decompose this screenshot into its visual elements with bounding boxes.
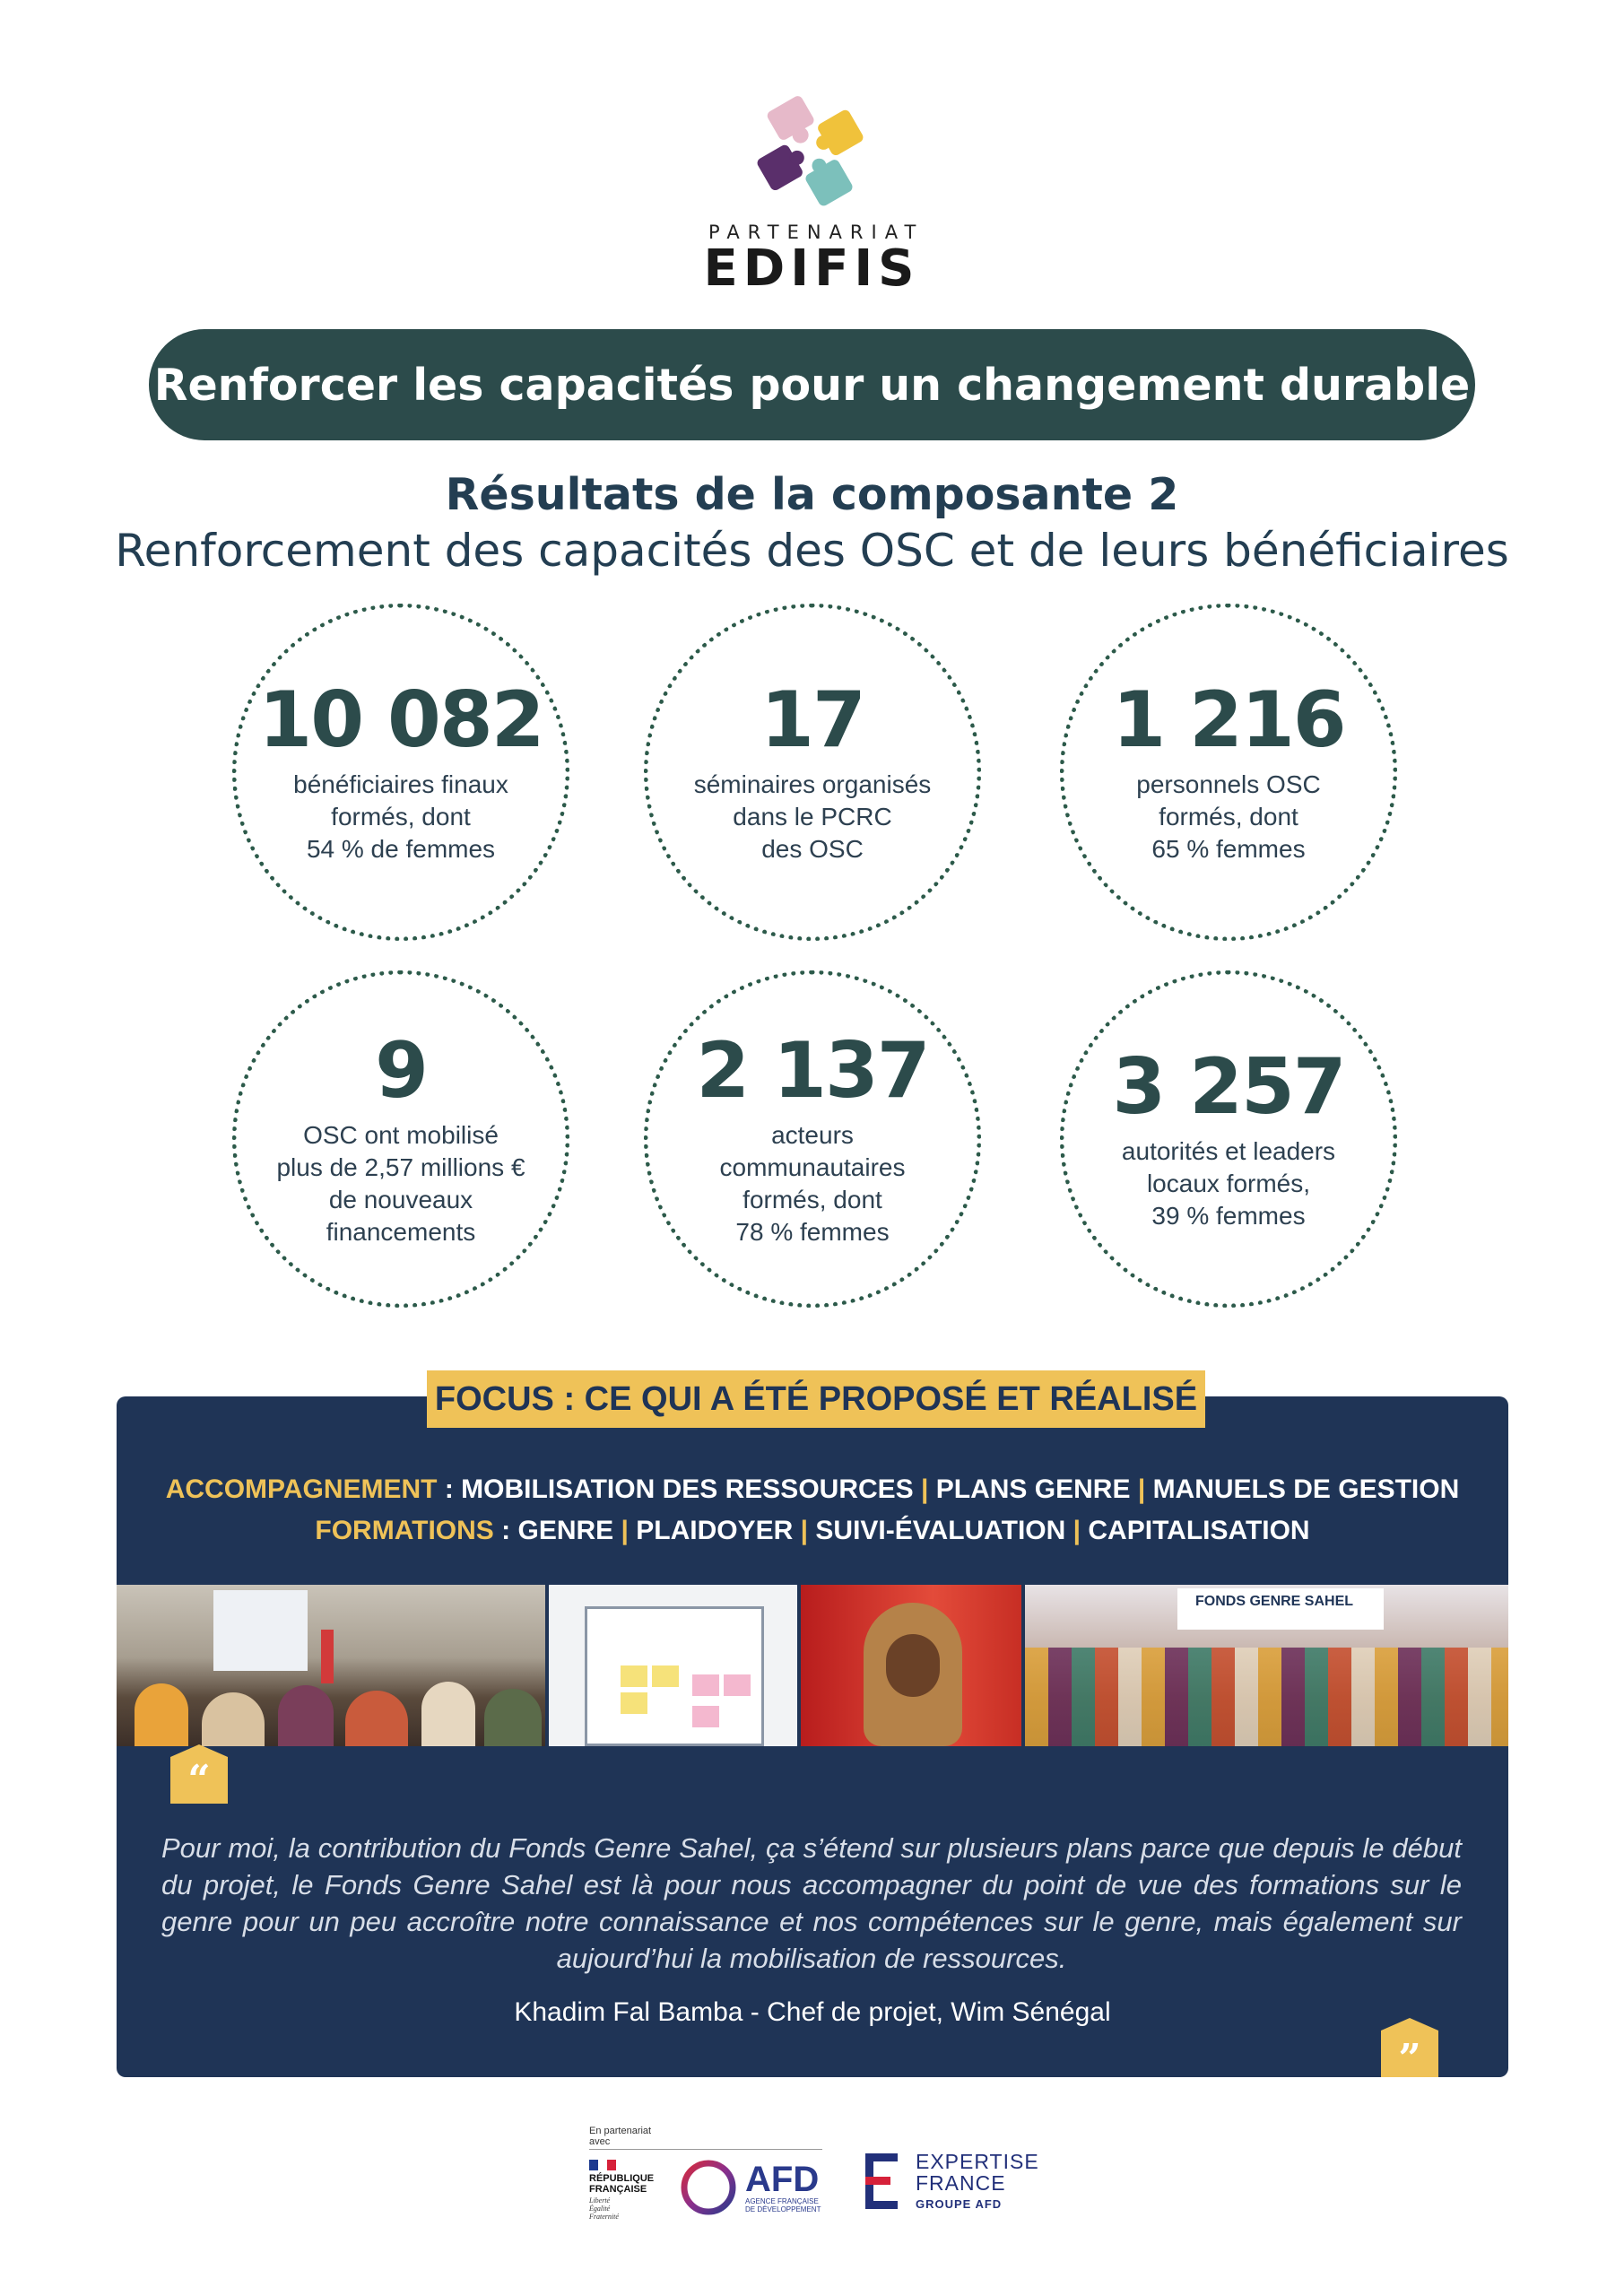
focus-tag [427,1370,1205,1428]
stat-value: 17 [760,675,864,765]
stat-acteurs [644,970,981,1308]
accompagnement-item: MOBILISATION DES RESSOURCES [461,1474,914,1504]
accompagnement-item: PLANS GENRE [935,1474,1131,1504]
photo-speaker [801,1585,1021,1746]
stat-autorites [1060,970,1397,1308]
formations-item: GENRE [517,1516,614,1545]
photo-strip [117,1585,1508,1746]
photo-seminar-room [117,1585,545,1746]
partner-label: En partenariat avec [589,2126,652,2147]
formations-item: PLAIDOYER [636,1516,794,1545]
stat-label: personnels OSC formés, dont 65 % femmes [1136,770,1321,863]
focus-tag-label: FOCUS : CE QUI A ÉTÉ PROPOSÉ ET RÉALISÉ [434,1379,1198,1418]
afd-name: AFD [745,2160,820,2199]
stat-label: bénéficiaires finaux formés, dont 54 % de femmes [293,770,508,863]
photo-group [1025,1585,1508,1746]
expertise-france-e-icon [865,2153,901,2209]
formations-item: CAPITALISATION [1088,1516,1310,1545]
quote-open-icon [170,1744,228,1804]
formations-label: FORMATIONS [315,1516,494,1545]
formations-line: FORMATIONS : GENRE | PLAIDOYER | SUIVI-ÉVALUATION | CAPITALISATION [315,1516,1310,1545]
french-flag-icon [589,2160,616,2170]
stat-value: 3 257 [1112,1042,1345,1132]
logo-name: EDIFIS [703,239,920,298]
accompagnement-item: MANUELS DE GESTION [1152,1474,1460,1504]
afd-logo [679,2158,821,2217]
ef-line3: GROUPE AFD [916,2197,1003,2211]
stat-beneficiaires [232,604,569,941]
rf-name: RÉPUBLIQUE FRANÇAISE [589,2173,655,2195]
section-subtitle: Renforcement des capacités des OSC et de leurs bénéficiaires [115,525,1509,577]
expertise-france-logo [865,2151,1039,2212]
svg-text:”: ” [1398,2036,1421,2077]
stat-value: 2 137 [696,1026,929,1116]
accompagnement-label: ACCOMPAGNEMENT [165,1474,438,1504]
stat-value: 10 082 [258,675,543,765]
stat-label: autorités et leaders locaux formés, 39 % femmes [1121,1137,1336,1230]
section-title: Résultats de la composante 2 [445,469,1179,520]
testimonial-author: Khadim Fal Bamba - Chef de projet, Wim Sénégal [514,1997,1111,2027]
photo-flipchart [549,1585,797,1746]
partner-divider [589,2149,822,2150]
page-title: Renforcer les capacités pour un changement durable [153,359,1471,411]
republique-francaise-logo [589,2160,670,2221]
svg-text:“: “ [187,1757,211,1803]
title-banner [149,329,1475,440]
stat-value: 1 216 [1112,675,1345,765]
formations-item: SUIVI-ÉVALUATION [815,1516,1066,1545]
stat-label: séminaires organisés dans le PCRC des OSC [693,770,932,863]
ef-line1: EXPERTISE [916,2150,1039,2173]
edifis-logo [699,85,924,300]
logo-overline: PARTENARIAT [708,222,925,243]
stat-value: 9 [375,1026,427,1116]
puzzle-icon [744,85,879,220]
stat-osc-financements [232,970,569,1308]
stat-label: acteurs communautaires formés, dont 78 % femmes [719,1121,906,1246]
rf-motto: Liberté Égalité Fraternité [589,2196,619,2221]
stat-seminaires [644,604,981,941]
stat-personnels [1060,604,1397,941]
testimonial-quote: Pour moi, la contribution du Fonds Genre Sahel, ça s’étend sur plusieurs plans parce que depuis le début du projet, le Fonds Genre Sahel est là pour nous accompagner du point de vue des formations sur le genre pour un peu accroître notre connaissance et nos compétences sur le genre, mais également sur aujourd’hui la mobilisation de ressources. [161,1832,1462,1974]
ef-line2: FRANCE [916,2171,1006,2195]
afd-subtitle: AGENCE FRANÇAISE DE DÉVELOPPEMENT [745,2197,821,2213]
afd-ring-icon [679,2158,738,2217]
stat-label: OSC ont mobilisé plus de 2,57 millions € de nouveaux financements [276,1121,525,1246]
banner-text: FONDS GENRE SAHEL [1195,1594,1354,1609]
accompagnement-line: ACCOMPAGNEMENT : MOBILISATION DES RESSOURCES | PLANS GENRE | MANUELS DE GESTION [165,1474,1460,1504]
